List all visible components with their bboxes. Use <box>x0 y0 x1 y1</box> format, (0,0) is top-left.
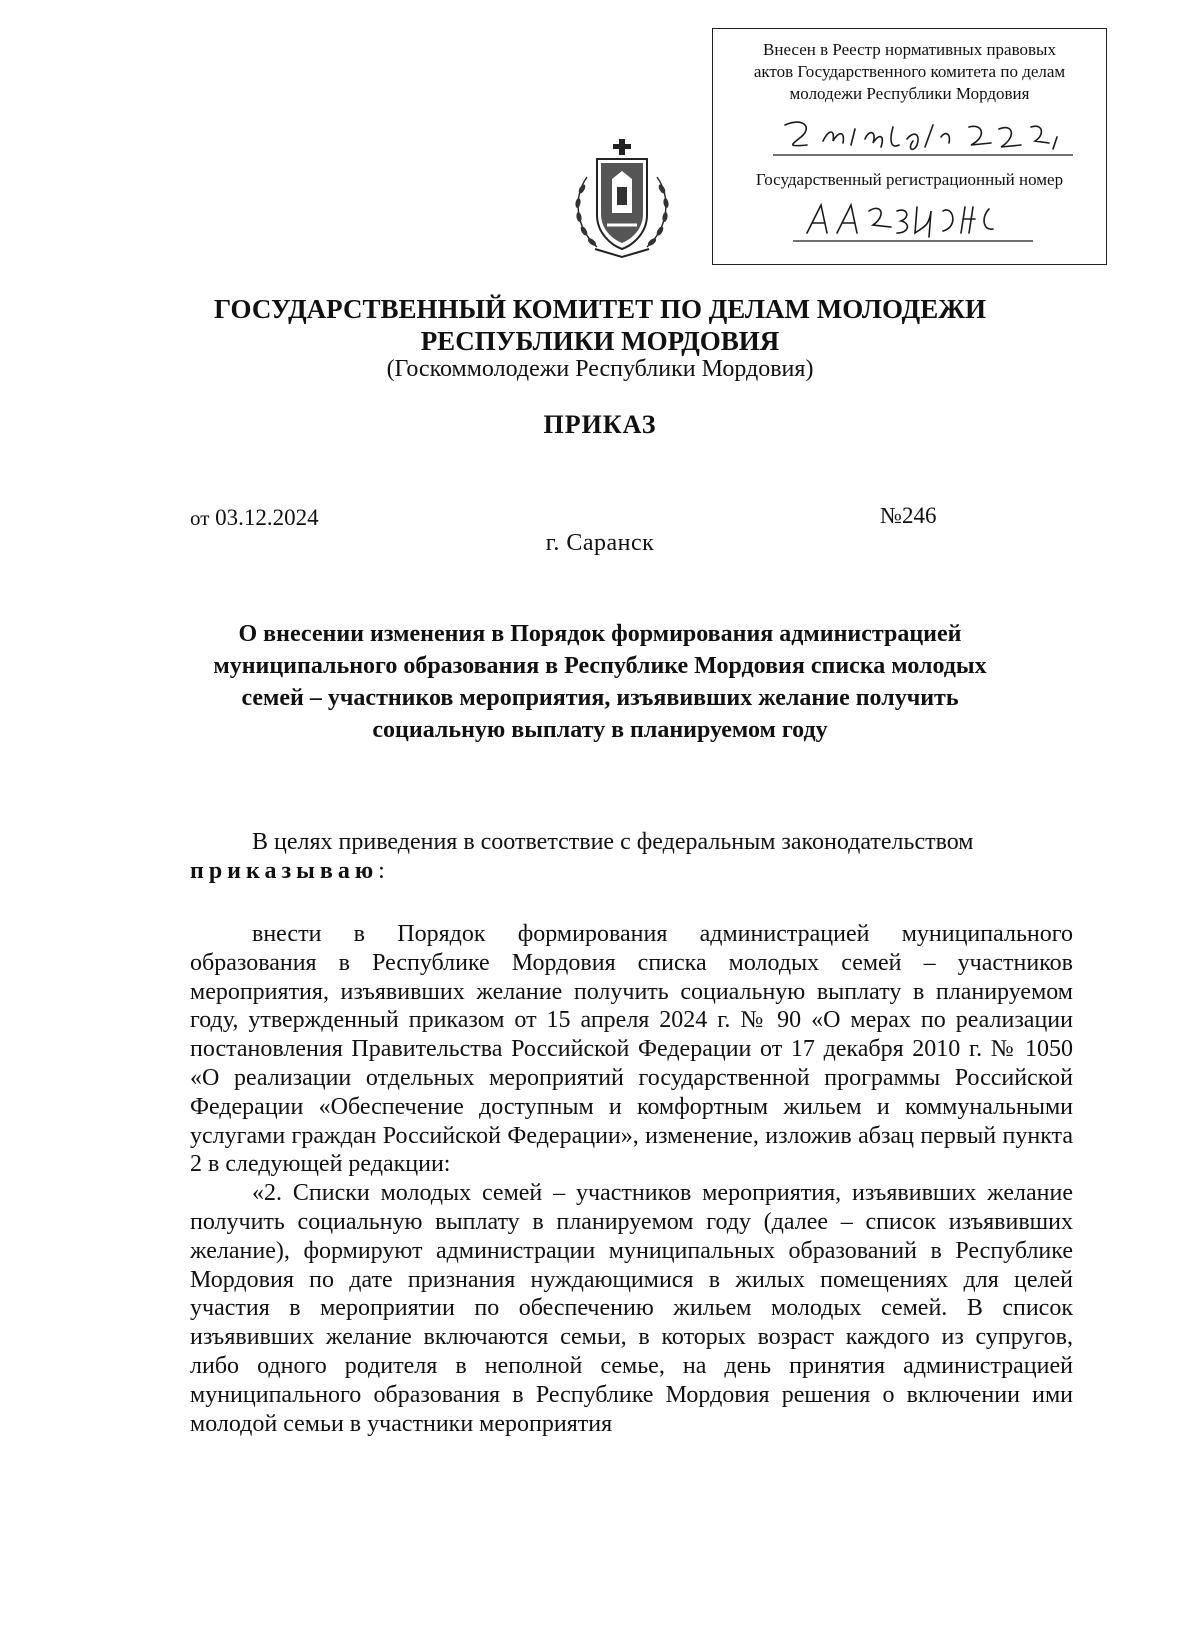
stamp-header <box>713 39 1106 105</box>
intro-paragraph <box>190 828 1073 886</box>
stamp-line-3: молодежи Республики Мордовия <box>789 84 1030 103</box>
date-value: 03.12.2024 <box>215 505 319 530</box>
subject-line-4: социальную выплату в планируемом году <box>372 717 828 743</box>
subject-line-3: семей – участников мероприятия, изъявивших желание получить <box>241 685 959 711</box>
registry-stamp <box>712 28 1107 265</box>
document-date <box>190 505 319 531</box>
document-type: ПРИКАЗ <box>543 410 657 439</box>
order-line <box>190 857 1073 886</box>
document-city: г. Саранск <box>545 530 655 556</box>
coat-of-arms-icon <box>567 137 677 262</box>
committee-abbreviation: (Госкоммолодежи Республики Мордовия) <box>386 356 814 382</box>
committee-name <box>0 293 1200 357</box>
order-colon: : <box>378 857 385 884</box>
main-text <box>190 920 1073 1438</box>
handwritten-registration-number <box>793 197 1033 247</box>
committee-name-line-2: РЕСПУБЛИКИ МОРДОВИЯ <box>420 326 780 356</box>
paragraph-1: внести в Порядок формирования администрацией муниципального образования в Республике Мордовия списка молодых семей – участников мероприятия, изъявивших желание получить социальную выплату в планируемом году, утвержденный приказом от 15 апреля 2024 г. № 90 «О мерах по реализации постановления Правительства Российской Федерации от 17 декабря 2010 г. № 1050 «О реализации отдельных мероприятий государственной программы Российской Федерации «Обеспечение доступным и комфортным жильем и коммунальными услугами граждан Российской Федерации», изменение, изложив абзац первый пункта 2 в следующей редакции: <box>190 921 1073 1178</box>
subject-line-1: О внесении изменения в Порядок формирования администрацией <box>238 621 962 647</box>
document-subject <box>160 618 1040 746</box>
date-prefix: от <box>190 506 210 530</box>
paragraph-2: «2. Списки молодых семей – участников мероприятия, изъявивших желание получить социальную выплату в планируемом году (далее – список изъявивших желание), формируют администрации муниципальных образований в Республике Мордовия по дате признания нуждающимися в жилых помещениях для целей участия в мероприятии по обеспечению жильем молодых семей. В список изъявивших желание включаются семьи, в которых возраст каждого из супругов, либо одного родителя в неполной семье, на день принятия администрацией муниципального образования в Республике Мордовия решения о включении ими молодой семьи в участники мероприятия <box>190 1180 1073 1437</box>
stamp-reg-label: Государственный регистрационный номер <box>755 170 1064 189</box>
intro-text: В целях приведения в соответствие с федеральным законодательством <box>252 829 974 855</box>
document-number: №246 <box>880 503 937 528</box>
committee-name-line-1: ГОСУДАРСТВЕННЫЙ КОМИТЕТ ПО ДЕЛАМ МОЛОДЕЖИ <box>214 294 986 324</box>
order-word: приказываю <box>190 857 379 884</box>
subject-line-2: муниципального образования в Республике Мордовия списка молодых <box>213 653 987 679</box>
stamp-line-2: актов Государственного комитета по делам <box>753 62 1066 81</box>
handwritten-registration-date <box>773 115 1073 159</box>
stamp-line-1: Внесен в Реестр нормативных правовых <box>763 40 1056 59</box>
